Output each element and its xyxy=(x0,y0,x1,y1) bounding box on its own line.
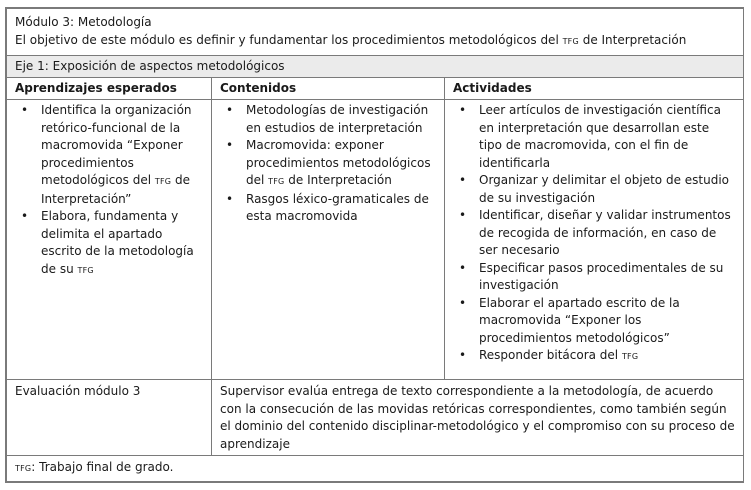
module-objective: El objetivo de este módulo es definir y fundamentar los procedimientos metodológicos del TFG de Interpretación xyxy=(15,32,687,47)
list-item: • Identifica la organización retórico-funcional de la macromovida “Exponer procedimientos metodológicos del TFG de Interpretación” xyxy=(41,102,203,208)
aprendizajes-list xyxy=(15,100,203,281)
module-header-cell xyxy=(7,9,744,56)
tfg-abbreviation: TFG xyxy=(562,36,579,46)
tfg-abbreviation: TFG xyxy=(621,352,639,361)
contenidos-cell xyxy=(212,100,445,380)
list-item: • Leer artículos de investigación científica en interpretación que desarrollan este tipo de macromovida, con el fin de identificarla xyxy=(479,102,735,172)
aprendizajes-cell xyxy=(7,100,212,380)
list-item: • Especificar pasos procedimentales de su investigación xyxy=(479,260,735,295)
actividades-list xyxy=(453,100,735,368)
list-item: • Responder bitácora del TFG xyxy=(479,347,735,366)
methodology-module-table xyxy=(5,7,744,483)
header-aprendizajes: Aprendizajes esperados xyxy=(7,77,212,100)
module-title: Módulo 3: Metodología xyxy=(15,15,152,29)
evaluation-text: Supervisor evalúa entrega de texto correspondiente a la metodología, de acuerdo con la consecución de las movidas retóricas correspondientes, como también según el dominio del contenido disciplinar-metodológico y el compromiso con su proceso de aprendizaje xyxy=(212,380,744,456)
list-item: • Macromovida: exponer procedimientos metodológicos del TFG de Interpretación xyxy=(246,137,436,191)
footnote: TFG: Trabajo final de grado. xyxy=(7,456,744,482)
list-item: • Identificar, diseñar y validar instrumentos de recogida de información, en caso de ser necesario xyxy=(479,207,735,260)
header-contenidos: Contenidos xyxy=(212,77,445,100)
evaluation-label: Evaluación módulo 3 xyxy=(7,380,212,456)
list-item: • Organizar y delimitar el objeto de estudio de su investigación xyxy=(479,172,735,207)
tfg-abbreviation: TFG xyxy=(15,464,32,473)
tfg-abbreviation: TFG xyxy=(77,265,94,275)
axis-row: Eje 1: Exposición de aspectos metodológicos xyxy=(7,56,744,78)
list-item: • Elabora, fundamenta y delimita el apartado escrito de la metodología de su TFG xyxy=(41,208,203,279)
contenidos-list xyxy=(220,100,436,228)
list-item: • Elaborar el apartado escrito de la macromovida “Exponer los procedimientos metodológicos” xyxy=(479,295,735,348)
actividades-cell xyxy=(445,100,744,380)
tfg-abbreviation: TFG xyxy=(268,177,285,186)
tfg-abbreviation: TFG xyxy=(154,177,172,186)
list-item: • Metodologías de investigación en estudios de interpretación xyxy=(246,102,436,137)
header-actividades: Actividades xyxy=(445,77,744,100)
list-item: • Rasgos léxico-gramaticales de esta macromovida xyxy=(246,191,436,226)
